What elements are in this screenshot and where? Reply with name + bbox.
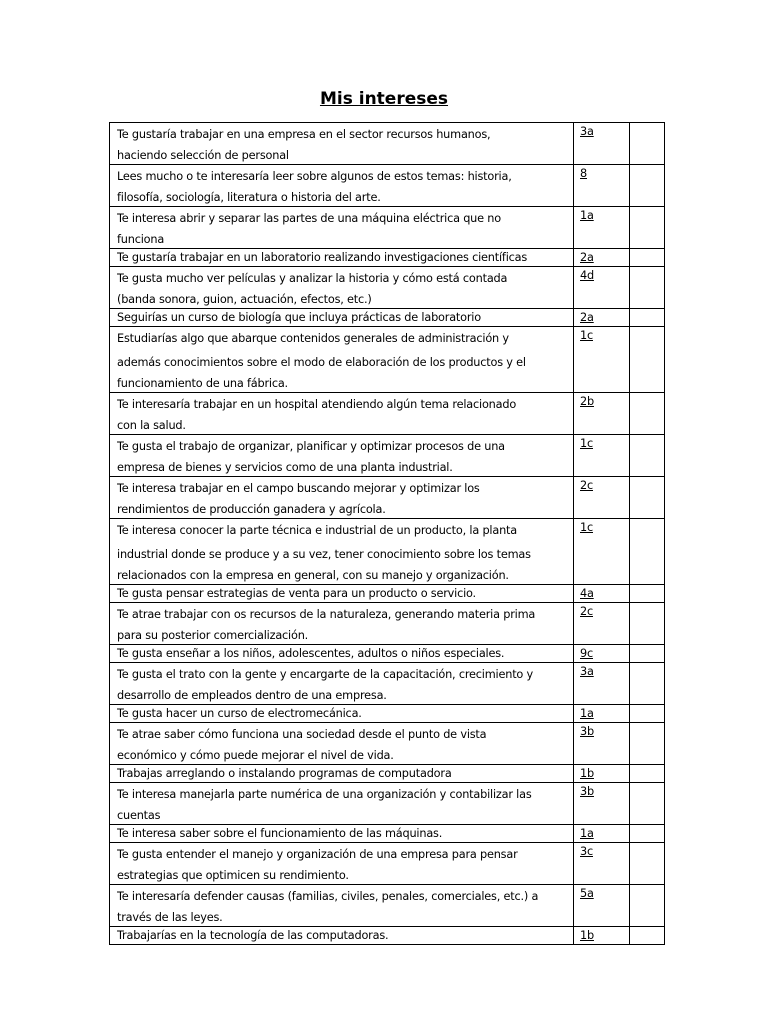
question-cell [110, 885, 574, 927]
question-cell [110, 705, 574, 723]
question-text-line: Te gusta el trato con la gente y encargarte de la capacitación, crecimiento y [117, 668, 534, 681]
code-cell [574, 267, 630, 309]
category-code: 3b [580, 725, 594, 738]
category-code: 2c [580, 605, 593, 618]
question-cell [110, 783, 574, 825]
question-text-line: relacionados con la empresa en general, con su manejo y organización. [117, 569, 509, 582]
question-text-line: Te interesa saber sobre el funcionamiento de las máquinas. [117, 827, 443, 840]
code-cell [574, 207, 630, 249]
code-cell [574, 885, 630, 927]
category-code: 1b [580, 767, 594, 780]
question-text-line: Te gusta hacer un curso de electromecánica. [117, 707, 362, 720]
answer-cell[interactable] [630, 645, 665, 663]
code-cell [574, 645, 630, 663]
code-cell [574, 843, 630, 885]
question-cell [110, 765, 574, 783]
question-text-line: estrategias que optimicen su rendimiento. [117, 869, 349, 882]
question-text-line: rendimientos de producción ganadera y agrícola. [117, 503, 386, 516]
code-cell [574, 603, 630, 645]
question-text-line: (banda sonora, guion, actuación, efectos, etc.) [117, 293, 372, 306]
category-code: 3c [580, 845, 593, 858]
question-cell [110, 393, 574, 435]
table-row [110, 723, 665, 765]
question-cell [110, 723, 574, 765]
table-row [110, 603, 665, 645]
question-cell [110, 309, 574, 327]
question-cell [110, 267, 574, 309]
category-code: 2c [580, 479, 593, 492]
answer-cell[interactable] [630, 885, 665, 927]
category-code: 5a [580, 887, 594, 900]
question-cell [110, 645, 574, 663]
question-cell [110, 927, 574, 945]
question-text-line: Te gusta entender el manejo y organización de una empresa para pensar [117, 848, 518, 861]
code-cell [574, 927, 630, 945]
table-row [110, 927, 665, 945]
code-cell [574, 435, 630, 477]
interests-table-body [110, 123, 665, 945]
question-text-line: Te interesa conocer la parte técnica e industrial de un producto, la planta [117, 524, 517, 537]
answer-cell[interactable] [630, 519, 665, 585]
question-text-line: Te interesa trabajar en el campo buscando mejorar y optimizar los [117, 482, 480, 495]
category-code: 2a [580, 311, 594, 324]
table-row [110, 783, 665, 825]
answer-cell[interactable] [630, 249, 665, 267]
question-text-line: Te interesa manejarla parte numérica de una organización y contabilizar las [117, 788, 532, 801]
answer-cell[interactable] [630, 207, 665, 249]
category-code: 8 [580, 167, 587, 180]
question-text-line: Te gustaría trabajar en un laboratorio realizando investigaciones científicas [117, 251, 528, 264]
question-text-line: con la salud. [117, 419, 186, 432]
page-title: Mis intereses [319, 89, 449, 109]
table-row [110, 519, 665, 585]
question-text-line: Te gusta pensar estrategias de venta para un producto o servicio. [117, 587, 476, 600]
answer-cell[interactable] [630, 765, 665, 783]
category-code: 4d [580, 269, 594, 282]
question-text-line: Te atrae trabajar con os recursos de la naturaleza, generando materia prima [117, 608, 536, 621]
question-cell [110, 519, 574, 585]
category-code: 3a [580, 125, 594, 138]
code-cell [574, 585, 630, 603]
code-cell [574, 477, 630, 519]
table-row [110, 765, 665, 783]
question-cell [110, 165, 574, 207]
table-row [110, 663, 665, 705]
table-row [110, 885, 665, 927]
table-row [110, 477, 665, 519]
question-text-line: funciona [117, 233, 165, 246]
question-text-line: Te gusta mucho ver películas y analizar la historia y cómo está contada [117, 272, 508, 285]
question-cell [110, 249, 574, 267]
table-row [110, 705, 665, 723]
question-cell [110, 585, 574, 603]
question-text-line: Te atrae saber cómo funciona una sociedad desde el punto de vista [117, 728, 487, 741]
question-text-line: cuentas [117, 809, 161, 822]
table-row [110, 645, 665, 663]
answer-cell[interactable] [630, 435, 665, 477]
answer-cell[interactable] [630, 843, 665, 885]
category-code: 1a [580, 707, 594, 720]
question-text-line: Trabajarías en la tecnología de las computadoras. [117, 929, 389, 942]
table-row [110, 585, 665, 603]
answer-cell[interactable] [630, 825, 665, 843]
code-cell [574, 519, 630, 585]
question-text-line: Te interesaría defender causas (familias, civiles, penales, comerciales, etc.) a [117, 890, 539, 903]
code-cell [574, 249, 630, 267]
question-text-line: Estudiarías algo que abarque contenidos generales de administración y [117, 332, 509, 345]
question-text-line: Te interesaría trabajar en un hospital atendiendo algún tema relacionado [117, 398, 517, 411]
answer-cell[interactable] [630, 309, 665, 327]
table-row [110, 123, 665, 165]
question-cell [110, 207, 574, 249]
answer-cell[interactable] [630, 585, 665, 603]
interests-table [109, 122, 665, 945]
question-text-line: además conocimientos sobre el modo de elaboración de los productos y el [117, 356, 526, 369]
question-text-line: industrial donde se produce y a su vez, tener conocimiento sobre los temas [117, 548, 531, 561]
answer-cell[interactable] [630, 927, 665, 945]
question-text-line: Te gusta el trabajo de organizar, planificar y optimizar procesos de una [117, 440, 505, 453]
question-cell [110, 603, 574, 645]
category-code: 4a [580, 587, 594, 600]
table-row [110, 267, 665, 309]
code-cell [574, 393, 630, 435]
code-cell [574, 723, 630, 765]
table-row [110, 327, 665, 393]
category-code: 1c [580, 521, 593, 534]
answer-cell[interactable] [630, 327, 665, 393]
category-code: 1a [580, 827, 594, 840]
answer-cell[interactable] [630, 267, 665, 309]
answer-cell[interactable] [630, 165, 665, 207]
question-text-line: haciendo selección de personal [117, 149, 289, 162]
code-cell [574, 783, 630, 825]
question-text-line: Trabajas arreglando o instalando programas de computadora [117, 767, 452, 780]
question-cell [110, 825, 574, 843]
question-cell [110, 477, 574, 519]
question-text-line: empresa de bienes y servicios como de una planta industrial. [117, 461, 453, 474]
question-cell [110, 663, 574, 705]
table-row [110, 207, 665, 249]
question-text-line: través de las leyes. [117, 911, 223, 924]
answer-cell[interactable] [630, 723, 665, 765]
question-text-line: Te interesa abrir y separar las partes de una máquina eléctrica que no [117, 212, 501, 225]
table-row [110, 435, 665, 477]
code-cell [574, 663, 630, 705]
question-text-line: económico y cómo puede mejorar el nivel de vida. [117, 749, 394, 762]
question-text-line: Lees mucho o te interesaría leer sobre algunos de estos temas: historia, [117, 170, 512, 183]
category-code: 1c [580, 329, 593, 342]
table-row [110, 309, 665, 327]
question-cell [110, 435, 574, 477]
answer-cell[interactable] [630, 705, 665, 723]
question-text-line: filosofía, sociología, literatura o historia del arte. [117, 191, 381, 204]
code-cell [574, 309, 630, 327]
category-code: 2a [580, 251, 594, 264]
question-cell [110, 327, 574, 393]
table-row [110, 843, 665, 885]
answer-cell[interactable] [630, 603, 665, 645]
question-cell [110, 123, 574, 165]
answer-cell[interactable] [630, 783, 665, 825]
answer-cell[interactable] [630, 663, 665, 705]
code-cell [574, 123, 630, 165]
table-row [110, 393, 665, 435]
category-code: 9c [580, 647, 593, 660]
table-row [110, 249, 665, 267]
category-code: 1c [580, 437, 593, 450]
category-code: 3b [580, 785, 594, 798]
category-code: 2b [580, 395, 594, 408]
code-cell [574, 765, 630, 783]
question-text-line: Te gustaría trabajar en una empresa en el sector recursos humanos, [117, 128, 491, 141]
category-code: 1a [580, 209, 594, 222]
question-text-line: funcionamiento de una fábrica. [117, 377, 288, 390]
table-row [110, 165, 665, 207]
question-text-line: desarrollo de empleados dentro de una empresa. [117, 689, 387, 702]
answer-cell[interactable] [630, 123, 665, 165]
answer-cell[interactable] [630, 477, 665, 519]
category-code: 1b [580, 929, 594, 942]
answer-cell[interactable] [630, 393, 665, 435]
code-cell [574, 825, 630, 843]
question-text-line: Te gusta enseñar a los niños, adolescentes, adultos o niños especiales. [117, 647, 505, 660]
question-text-line: Seguirías un curso de biología que incluya prácticas de laboratorio [117, 311, 481, 324]
code-cell [574, 165, 630, 207]
question-cell [110, 843, 574, 885]
table-row [110, 825, 665, 843]
code-cell [574, 705, 630, 723]
question-text-line: para su posterior comercialización. [117, 629, 309, 642]
category-code: 3a [580, 665, 594, 678]
code-cell [574, 327, 630, 393]
